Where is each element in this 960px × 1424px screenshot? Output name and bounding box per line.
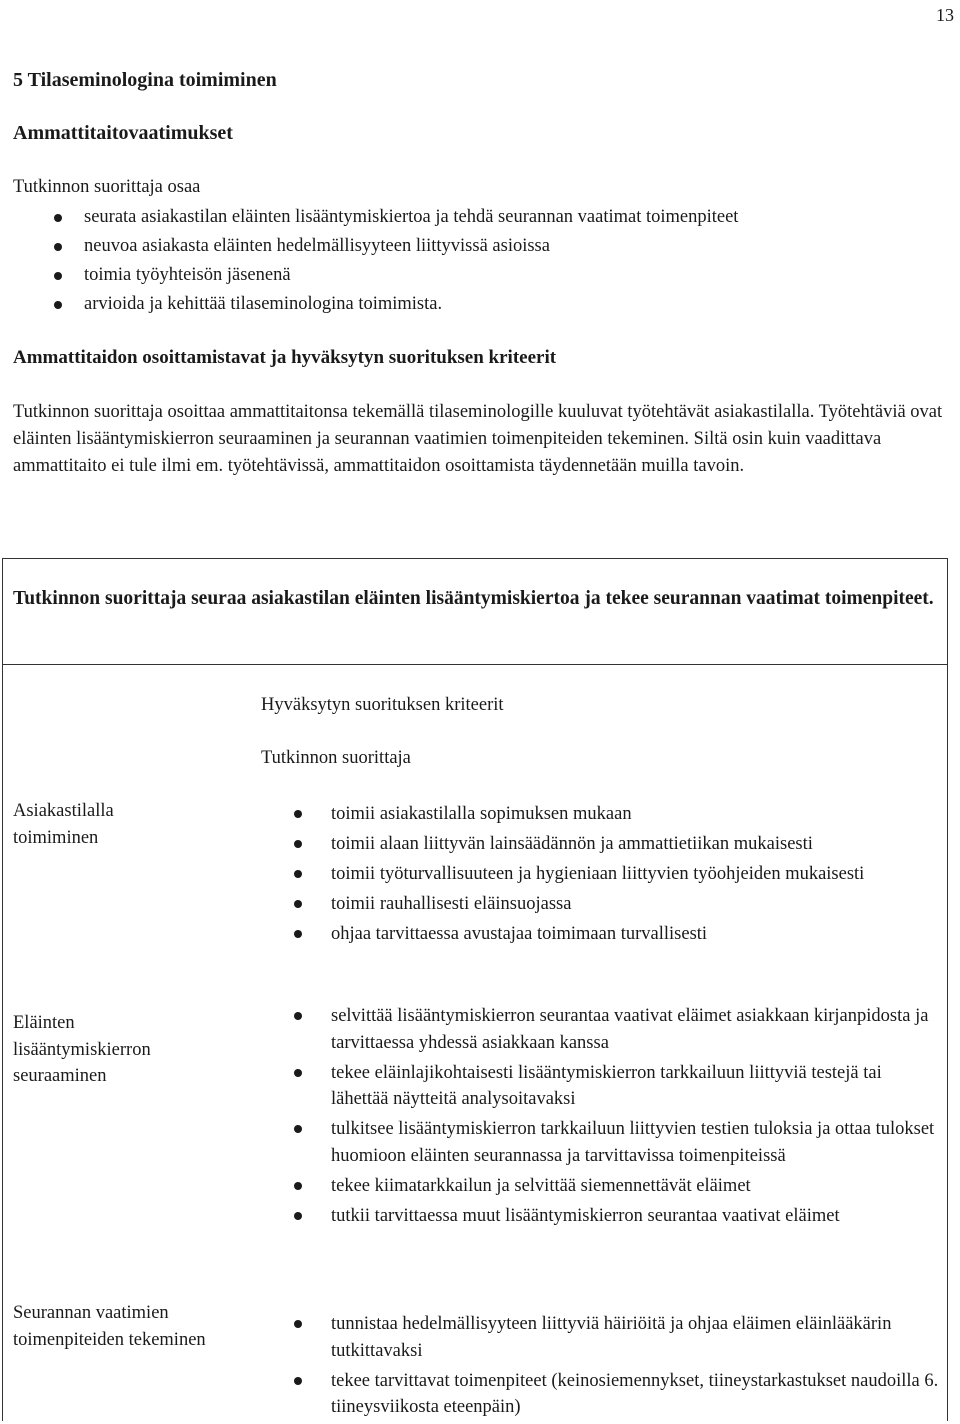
list-item: toimii työturvallisuuteen ja hygieniaan liittyvien työohjeiden mukaisesti: [260, 861, 940, 888]
bullet-icon: [294, 1012, 302, 1020]
bullet-icon: [294, 900, 302, 908]
list-item: toimii rauhallisesti eläinsuojassa: [260, 891, 940, 918]
list-item: ohjaa tarvittaessa avustajaa toimimaan turvallisesti: [260, 921, 940, 948]
box-title: Tutkinnon suorittaja seuraa asiakastilan eläinten lisääntymiskiertoa ja tekee seurannan vaatimat toimenpiteet.: [13, 588, 934, 609]
list-item: arvioida ja kehittää tilaseminologina toimimista.: [13, 290, 913, 319]
bullet-icon: [294, 1212, 302, 1220]
criteria-list: [260, 1003, 940, 1233]
list-item: seurata asiakastilan eläinten lisääntymiskiertoa ja tehdä seurannan vaatimat toimenpiteet: [13, 203, 913, 232]
list-item: neuvoa asiakasta eläinten hedelmällisyyteen liittyvissä asioissa: [13, 232, 913, 261]
list-item: tutkii tarvittaessa muut lisääntymiskierron seurantaa vaativat eläimet: [260, 1203, 940, 1230]
criteria-table-frame: [2, 558, 948, 1421]
page-number: 13: [936, 5, 954, 25]
list-item: selvittää lisääntymiskierron seurantaa vaativat eläimet asiakkaan kirjanpidosta ja tarvittaessa yhdessä asiakkaan kanssa: [260, 1003, 940, 1056]
bullet-icon: [54, 214, 62, 222]
bullet-icon: [294, 1069, 302, 1077]
bullet-icon: [294, 840, 302, 848]
bullet-icon: [54, 301, 62, 309]
requirements-list: [13, 203, 913, 319]
criteria-list: [260, 1311, 940, 1424]
list-item: toimii asiakastilalla sopimuksen mukaan: [260, 801, 940, 828]
intro-text: Tutkinnon suorittaja osaa: [13, 177, 201, 197]
bullet-icon: [294, 930, 302, 938]
list-item: tekee kiimatarkkailun ja selvittää siemennettävät eläimet: [260, 1173, 940, 1200]
list-item: tekee tarvittavat toimenpiteet (keinosiemennykset, tiineystarkastukset naudoilla 6. tiineysviikosta eteenpäin): [260, 1368, 940, 1421]
list-item: tekee eläinlajikohtaisesti lisääntymiskierron tarkkailuun liittyviä testejä tai lähettää näytteitä analysoitavaksi: [260, 1060, 940, 1113]
assessment-title: Ammattitaidon osoittamistavat ja hyväksytyn suorituksen kriteerit: [13, 347, 557, 368]
bullet-icon: [294, 1320, 302, 1328]
bullet-icon: [294, 1125, 302, 1133]
list-item: tunnistaa hedelmällisyyteen liittyviä häiriöitä ja ohjaa eläimen eläinlääkärin tutkittavaksi: [260, 1311, 940, 1364]
bullet-icon: [294, 810, 302, 818]
subsection-title: Ammattitaitovaatimukset: [13, 122, 233, 144]
table-divider: [2, 664, 948, 665]
criteria-list: [260, 801, 940, 951]
list-item: toimii alaan liittyvän lainsäädännön ja ammattietiikan mukaisesti: [260, 831, 940, 858]
list-item: toimia työyhteisön jäsenenä: [13, 261, 913, 290]
bullet-icon: [54, 272, 62, 280]
list-item: tulkitsee lisääntymiskierron tarkkailuun liittyvien testien tuloksia ja ottaa tulokset huomioon eläinten seurannassa ja tarvittavissa toimenpiteissä: [260, 1116, 940, 1169]
section-title: 5 Tilaseminologina toimiminen: [13, 69, 277, 91]
bullet-icon: [54, 243, 62, 251]
criteria-title: Hyväksytyn suorituksen kriteerit: [261, 695, 504, 715]
row-label: Asiakastilalla toimiminen: [13, 801, 114, 848]
bullet-icon: [294, 1182, 302, 1190]
assessment-paragraph: Tutkinnon suorittaja osoittaa ammattitaitonsa tekemällä tilaseminologille kuuluvat työtehtävät asiakastilalla. Työtehtäviä ovat eläinten lisääntymiskierron seuraaminen ja seurannan vaatimien toimenpiteiden tekeminen. Siltä osin kuin vaadittava ammattitaito ei tule ilmi em. työtehtävissä, ammattitaidon osoittamista täydennetään muilla tavoin.: [13, 402, 943, 476]
criteria-subtitle: Tutkinnon suorittaja: [261, 748, 411, 768]
bullet-icon: [294, 1377, 302, 1385]
bullet-icon: [294, 870, 302, 878]
row-label: Seurannan vaatimien toimenpiteiden tekeminen: [13, 1303, 206, 1350]
row-label: Eläinten lisääntymiskierron seuraaminen: [13, 1013, 151, 1086]
